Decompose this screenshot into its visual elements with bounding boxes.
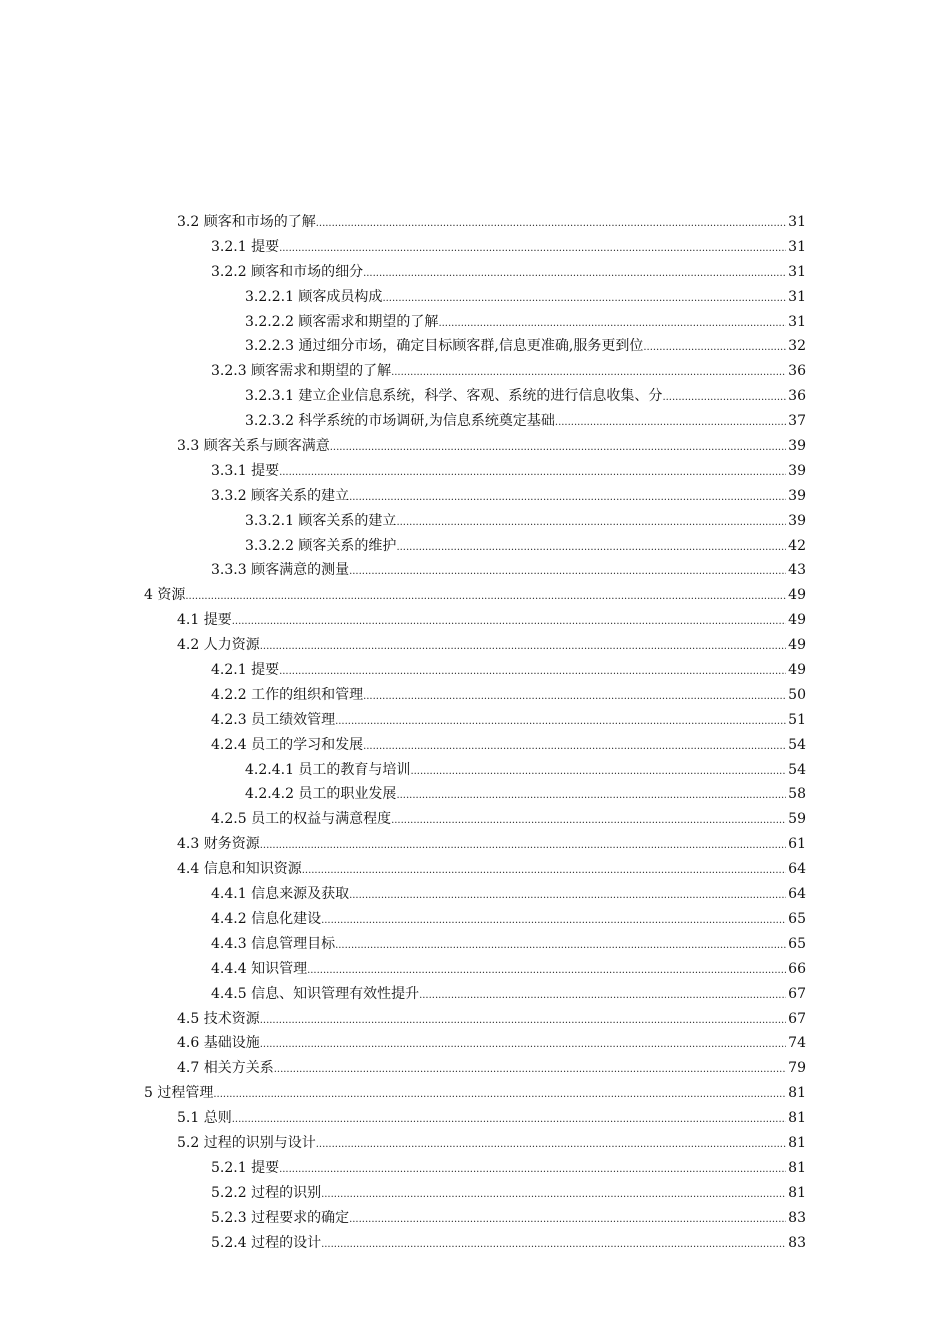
toc-entry-page-number: 49: [788, 637, 806, 654]
table-of-contents: [0, 210, 950, 1255]
toc-entry-title: 4 资源: [144, 587, 186, 604]
toc-entry-page-number: 83: [788, 1209, 806, 1226]
toc-entry[interactable]: [177, 210, 806, 235]
toc-entry-page-number: 83: [788, 1234, 806, 1251]
dot-leader: [349, 884, 786, 909]
toc-entry-page-number: 81: [788, 1184, 806, 1201]
toc-entry-page-number: 31: [788, 263, 806, 280]
toc-entry[interactable]: [211, 807, 806, 832]
toc-entry-page-number: 54: [788, 736, 806, 753]
toc-entry-page-number: 74: [788, 1035, 806, 1052]
dot-leader: [260, 1033, 786, 1058]
toc-entry-title: 4.2 人力资源: [177, 637, 260, 654]
toc-entry-title: 5.2.4 过程的设计: [211, 1234, 322, 1251]
toc-entry[interactable]: [245, 534, 806, 559]
toc-entry[interactable]: [245, 782, 806, 807]
toc-entry[interactable]: [211, 733, 806, 758]
toc-entry-page-number: 79: [788, 1060, 806, 1077]
toc-entry-title: 4.6 基础设施: [177, 1035, 260, 1052]
toc-entry-page-number: 81: [788, 1134, 806, 1151]
toc-entry-page-number: 37: [788, 413, 806, 430]
toc-entry-page-number: 51: [788, 711, 806, 728]
toc-entry-page-number: 50: [788, 686, 806, 703]
toc-entry-page-number: 36: [788, 363, 806, 380]
dot-leader: [279, 461, 786, 486]
dot-leader: [307, 959, 786, 984]
dot-leader: [232, 1108, 786, 1133]
toc-entry[interactable]: [211, 1181, 806, 1206]
toc-entry-title: 3.3.1 提要: [211, 462, 280, 479]
toc-entry[interactable]: [144, 1081, 806, 1106]
toc-entry[interactable]: [211, 907, 806, 932]
toc-entry[interactable]: [177, 434, 806, 459]
toc-entry-page-number: 59: [788, 811, 806, 828]
dot-leader: [349, 486, 786, 511]
toc-list: [0, 210, 806, 1255]
dot-leader: [335, 934, 786, 959]
toc-entry-page-number: 58: [788, 786, 806, 803]
toc-entry-title: 4.3 财务资源: [177, 836, 260, 853]
toc-entry-title: 4.4 信息和知识资源: [177, 861, 302, 878]
toc-entry[interactable]: [211, 484, 806, 509]
toc-entry-page-number: 81: [788, 1085, 806, 1102]
toc-entry-title: 4.7 相关方关系: [177, 1060, 274, 1077]
toc-entry-title: 4.2.3 员工绩效管理: [211, 711, 336, 728]
toc-entry-title: 3.3.3 顾客满意的测量: [211, 562, 350, 579]
toc-entry[interactable]: [211, 260, 806, 285]
dot-leader: [363, 735, 786, 760]
toc-entry[interactable]: [144, 583, 806, 608]
toc-entry-title: 3.2.2.2 顾客需求和期望的了解: [245, 313, 439, 330]
toc-entry-title: 4.1 提要: [177, 612, 232, 629]
dot-leader: [316, 1133, 786, 1158]
dot-leader: [349, 560, 786, 585]
toc-entry-title: 3.2.1 提要: [211, 238, 280, 255]
dot-leader: [391, 361, 786, 386]
dot-leader: [274, 1058, 786, 1083]
toc-entry-page-number: 66: [788, 960, 806, 977]
toc-entry-title: 3.2 顾客和市场的了解: [177, 214, 316, 230]
dot-leader: [213, 1083, 786, 1108]
toc-entry-title: 4.2.5 员工的权益与满意程度: [211, 811, 392, 828]
toc-entry[interactable]: [177, 633, 806, 658]
dot-leader: [232, 610, 786, 635]
dot-leader: [555, 411, 786, 436]
dot-leader: [279, 660, 786, 685]
toc-entry-page-number: 54: [788, 761, 806, 778]
toc-entry[interactable]: [245, 384, 806, 409]
dot-leader: [363, 262, 786, 287]
toc-entry-title: 5.1 总则: [177, 1110, 232, 1127]
dot-leader: [391, 809, 786, 834]
toc-entry-title: 5 过程管理: [144, 1085, 214, 1102]
toc-entry-title: 3.3 顾客关系与顾客满意: [177, 438, 330, 455]
dot-leader: [260, 1009, 786, 1034]
toc-entry[interactable]: [245, 334, 806, 359]
toc-entry-title: 4.4.2 信息化建设: [211, 910, 322, 927]
toc-entry-title: 3.2.3 顾客需求和期望的了解: [211, 363, 392, 380]
toc-entry-page-number: 31: [788, 238, 806, 255]
toc-entry-page-number: 43: [788, 562, 806, 579]
toc-entry[interactable]: [245, 758, 806, 783]
toc-entry-page-number: 39: [788, 487, 806, 504]
toc-entry-page-number: 49: [788, 662, 806, 679]
dot-leader: [419, 984, 786, 1009]
dot-leader: [330, 436, 786, 461]
toc-entry-page-number: 49: [788, 587, 806, 604]
toc-entry[interactable]: [245, 310, 806, 335]
toc-entry[interactable]: [245, 509, 806, 534]
toc-entry[interactable]: [177, 832, 806, 857]
dot-leader: [279, 237, 786, 262]
toc-entry-title: 4.4.4 知识管理: [211, 960, 308, 977]
toc-entry[interactable]: [177, 1131, 806, 1156]
toc-entry[interactable]: [211, 558, 806, 583]
toc-entry[interactable]: [245, 285, 806, 310]
toc-entry-title: 4.2.4.2 员工的职业发展: [245, 786, 397, 803]
toc-entry[interactable]: [211, 708, 806, 733]
toc-entry-page-number: 81: [788, 1159, 806, 1176]
dot-leader: [382, 287, 786, 312]
toc-entry[interactable]: [211, 1231, 806, 1256]
toc-entry-page-number: 67: [788, 985, 806, 1002]
toc-entry-page-number: 81: [788, 1110, 806, 1127]
toc-entry[interactable]: [211, 882, 806, 907]
dot-leader: [302, 859, 786, 884]
toc-entry-title: 3.3.2.2 顾客关系的维护: [245, 537, 397, 554]
toc-entry[interactable]: [245, 409, 806, 434]
toc-entry-title: 3.2.2 顾客和市场的细分: [211, 263, 364, 280]
dot-leader: [396, 511, 786, 536]
dot-leader: [349, 1208, 786, 1233]
dot-leader: [260, 635, 786, 660]
toc-entry-title: 3.3.2.1 顾客关系的建立: [245, 512, 397, 529]
toc-entry[interactable]: [177, 1031, 806, 1056]
toc-entry-page-number: 36: [788, 388, 806, 405]
dot-leader: [321, 909, 786, 934]
toc-entry[interactable]: [177, 1106, 806, 1131]
toc-entry-title: 4.2.2 工作的组织和管理: [211, 686, 364, 703]
toc-entry-title: 3.2.3.2 科学系统的市场调研,为信息系统奠定基础: [245, 413, 555, 430]
dot-leader: [438, 312, 786, 337]
toc-entry[interactable]: [177, 1056, 806, 1081]
dot-leader: [185, 585, 786, 610]
toc-entry-page-number: 31: [788, 214, 806, 230]
toc-entry-title: 4.4.5 信息、知识管理有效性提升: [211, 985, 420, 1002]
dot-leader: [662, 386, 786, 411]
toc-entry[interactable]: [211, 683, 806, 708]
toc-entry[interactable]: [177, 1007, 806, 1032]
dot-leader: [335, 710, 786, 735]
toc-entry-title: 3.3.2 顾客关系的建立: [211, 487, 350, 504]
toc-entry[interactable]: [211, 1206, 806, 1231]
toc-entry[interactable]: [177, 857, 806, 882]
toc-entry-title: 4.4.1 信息来源及获取: [211, 886, 350, 903]
toc-entry-title: 3.2.3.1 建立企业信息系统，科学、客观、系统的进行信息收集、分: [245, 388, 663, 405]
toc-entry-page-number: 65: [788, 910, 806, 927]
toc-entry-page-number: 61: [788, 836, 806, 853]
dot-leader: [363, 685, 786, 710]
dot-leader: [643, 336, 786, 361]
toc-entry[interactable]: [211, 957, 806, 982]
toc-entry-title: 4.2.4.1 员工的教育与培训: [245, 761, 411, 778]
toc-entry-title: 3.2.2.3 通过细分市场，确定目标顾客群,信息更准确,服务更到位: [245, 338, 644, 355]
toc-entry[interactable]: [211, 658, 806, 683]
dot-leader: [396, 784, 786, 809]
toc-entry-title: 4.2.4 员工的学习和发展: [211, 736, 364, 753]
toc-entry[interactable]: [211, 932, 806, 957]
toc-entry[interactable]: [177, 608, 806, 633]
toc-entry-title: 4.5 技术资源: [177, 1010, 260, 1027]
toc-entry-title: 5.2.2 过程的识别: [211, 1184, 322, 1201]
toc-entry-page-number: 65: [788, 935, 806, 952]
dot-leader: [260, 834, 786, 859]
toc-entry-page-number: 31: [788, 313, 806, 330]
toc-entry-page-number: 64: [788, 886, 806, 903]
dot-leader: [321, 1233, 786, 1258]
dot-leader: [321, 1183, 786, 1208]
toc-entry-page-number: 39: [788, 512, 806, 529]
toc-entry-title: 5.2.3 过程要求的确定: [211, 1209, 350, 1226]
dot-leader: [396, 536, 786, 561]
toc-entry-page-number: 49: [788, 612, 806, 629]
toc-entry-page-number: 31: [788, 288, 806, 305]
toc-entry[interactable]: [211, 459, 806, 484]
toc-entry-title: 4.2.1 提要: [211, 662, 280, 679]
dot-leader: [279, 1158, 786, 1183]
toc-entry-page-number: 67: [788, 1010, 806, 1027]
toc-entry-page-number: 64: [788, 861, 806, 878]
toc-entry-page-number: 42: [788, 537, 806, 554]
toc-entry-title: 3.2.2.1 顾客成员构成: [245, 288, 383, 305]
toc-entry[interactable]: [211, 1156, 806, 1181]
toc-entry[interactable]: [211, 235, 806, 260]
toc-entry-title: 5.2.1 提要: [211, 1159, 280, 1176]
toc-entry[interactable]: [211, 982, 806, 1007]
toc-entry-page-number: 39: [788, 462, 806, 479]
toc-entry[interactable]: [211, 359, 806, 384]
toc-entry-page-number: 32: [788, 338, 806, 355]
dot-leader: [410, 760, 786, 785]
toc-entry-title: 4.4.3 信息管理目标: [211, 935, 336, 952]
dot-leader: [316, 212, 786, 237]
toc-entry-page-number: 39: [788, 438, 806, 455]
toc-entry-title: 5.2 过程的识别与设计: [177, 1134, 316, 1151]
